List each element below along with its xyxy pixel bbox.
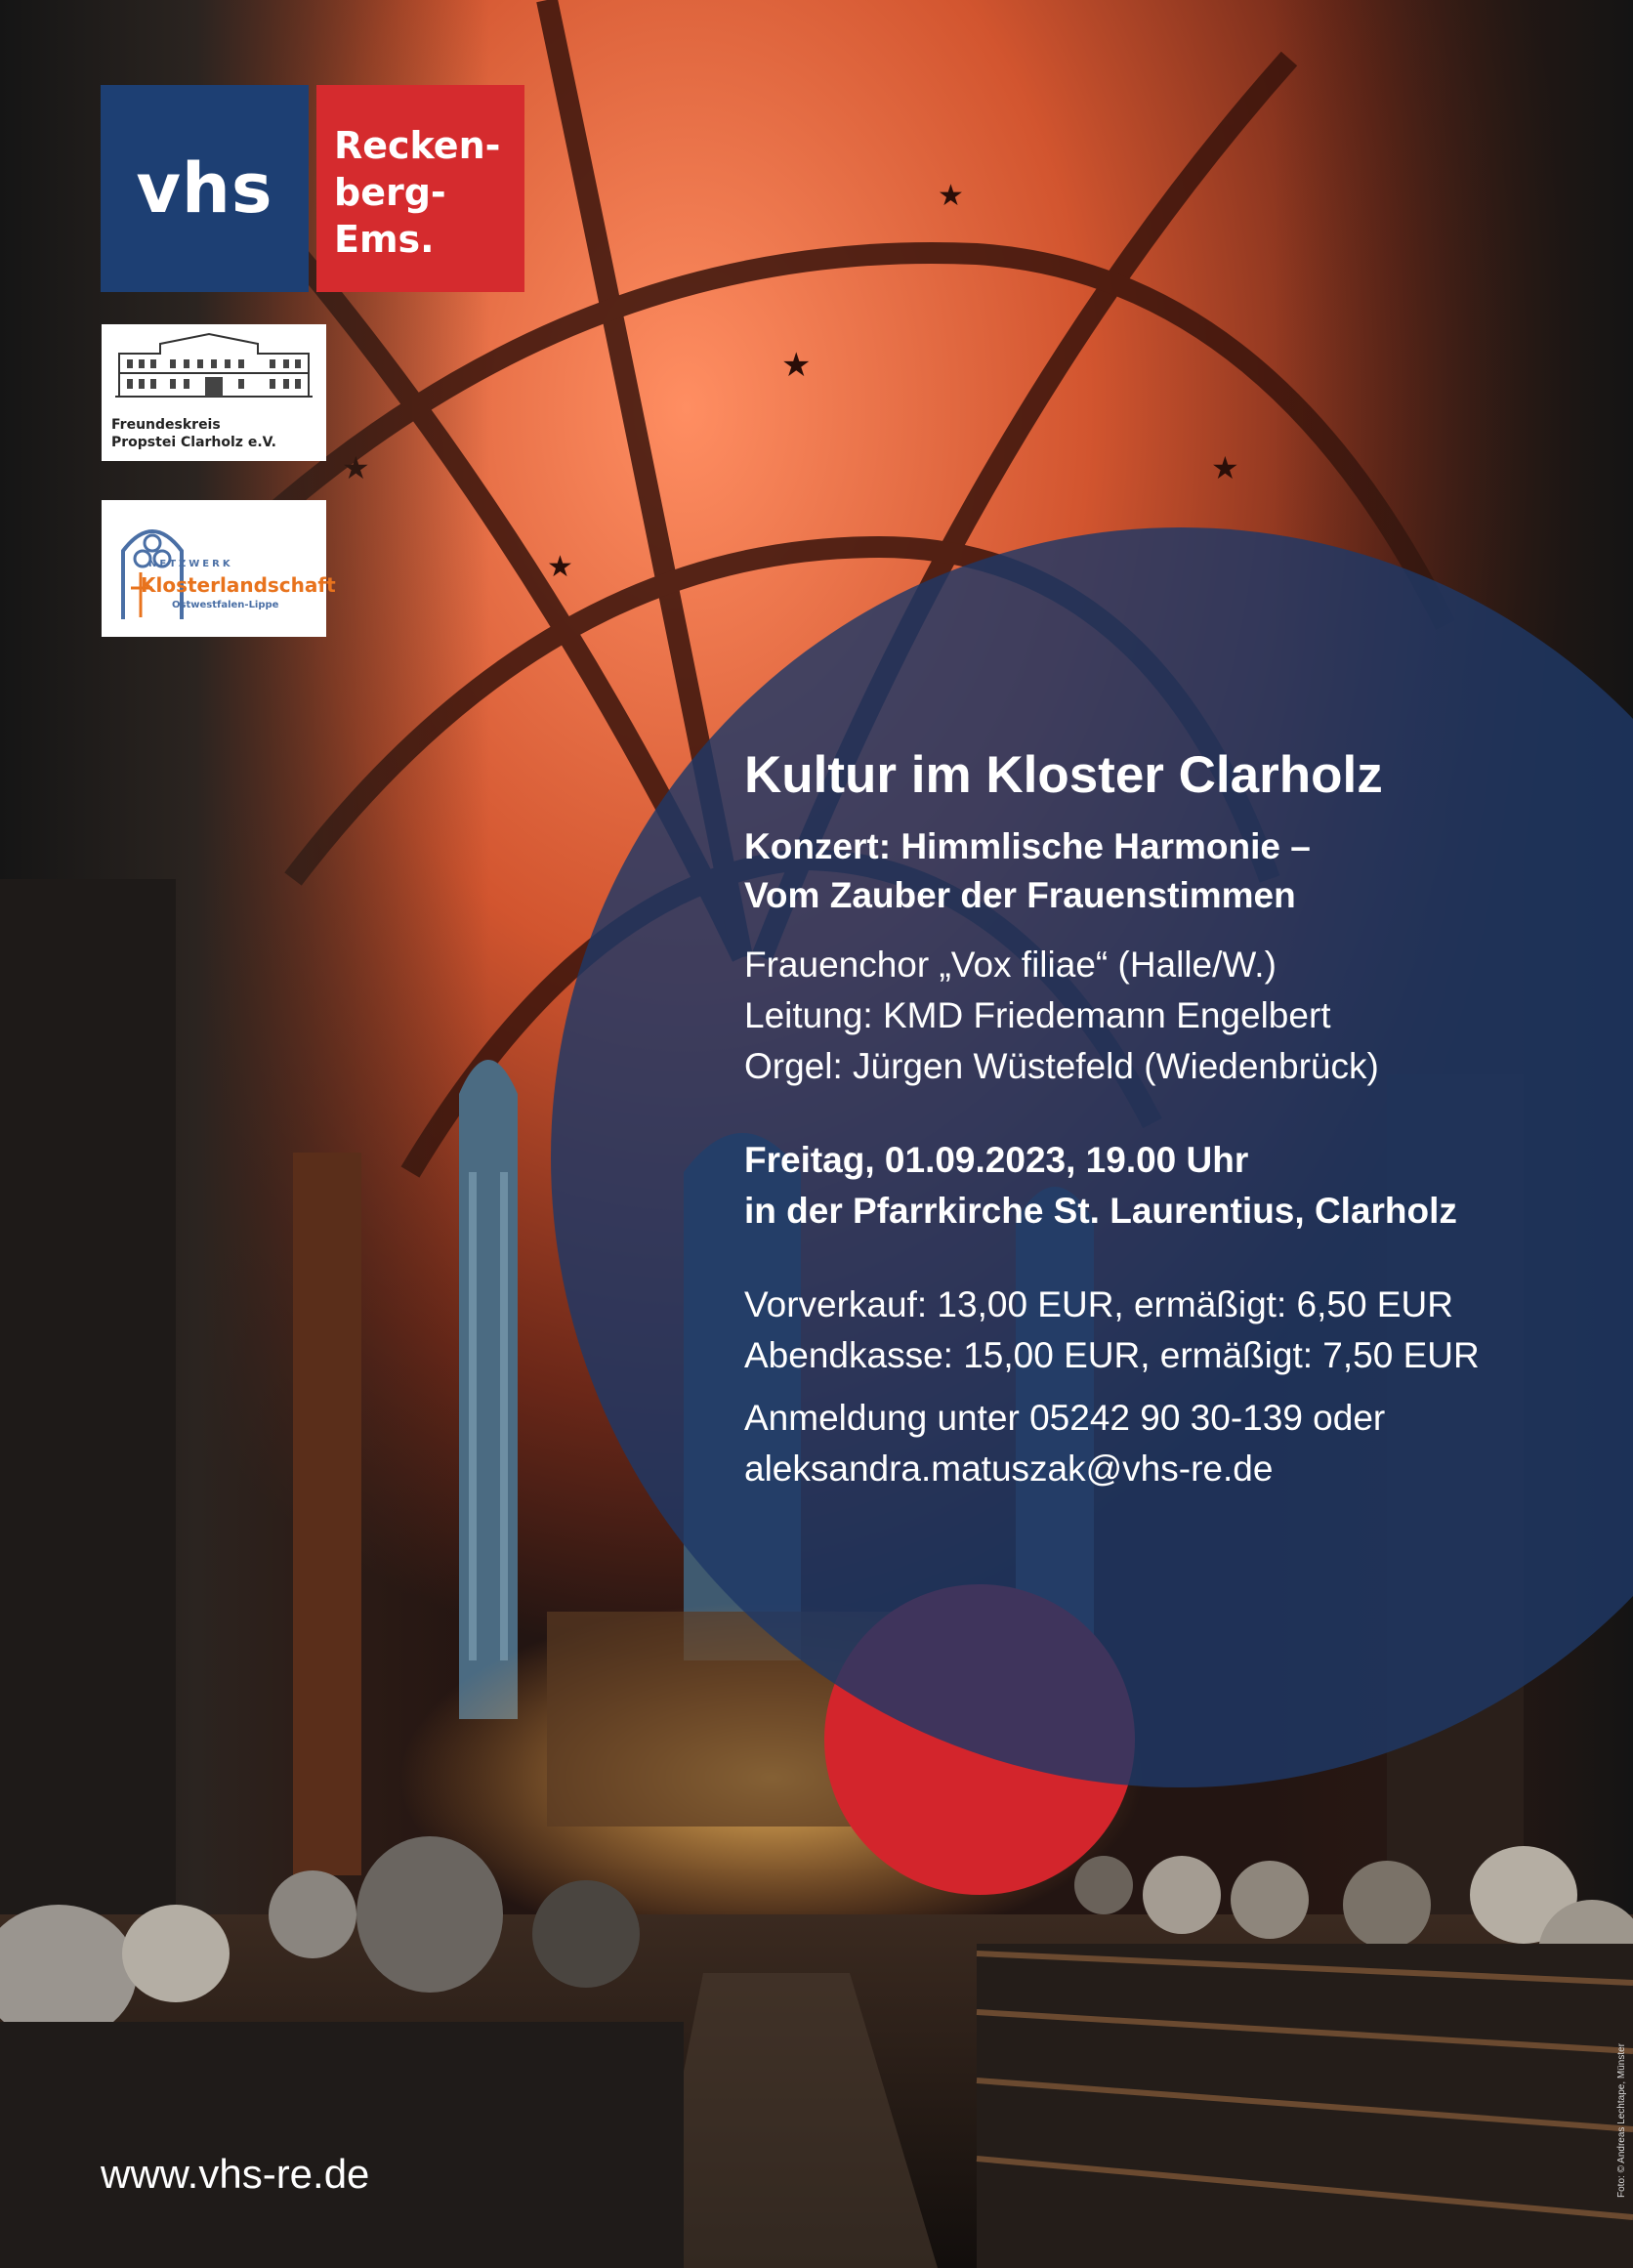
photo-credit: Foto: © Andreas Lechtape, Münster [1616, 2042, 1627, 2198]
ticket-prices [744, 1280, 1480, 1381]
presale-price: Vorverkauf: 13,00 EUR, ermäßigt: 6,50 EUR [744, 1284, 1453, 1324]
performer-line: Frauenchor „Vox filiae“ (Halle/W.) [744, 945, 1277, 985]
date-line: Freitag, 01.09.2023, 19.00 Uhr [744, 1140, 1249, 1180]
subtitle-line: Vom Zauber der Frauenstimmen [744, 875, 1296, 915]
event-subtitle [744, 822, 1480, 920]
registration-phone: Anmeldung unter 05242 90 30-139 oder [744, 1398, 1386, 1438]
netzwerk-klosterlandschaft-logo [102, 500, 336, 637]
website-link[interactable]: www.vhs-re.de [101, 2151, 370, 2197]
vhs-logo [101, 85, 524, 292]
freundeskreis-label [111, 416, 276, 451]
registration-info [744, 1393, 1480, 1494]
klosterlandschaft-label: Klosterlandschaft [141, 573, 336, 597]
performer-line: Leitung: KMD Friedemann Engelbert [744, 995, 1331, 1035]
freundeskreis-logo [102, 324, 326, 461]
vhs-logo-location [316, 85, 524, 292]
subtitle-line: Konzert: Himmlische Harmonie – [744, 826, 1311, 866]
netzwerk-label: NETZWERK [148, 559, 233, 569]
vhs-location-line: Ems. [334, 218, 435, 261]
freundeskreis-line: Propstei Clarholz e.V. [111, 435, 276, 450]
propstei-building-icon [102, 324, 326, 412]
performers [744, 940, 1480, 1092]
box-office-price: Abendkasse: 15,00 EUR, ermäßigt: 7,50 EUR [744, 1335, 1480, 1375]
freundeskreis-line: Freundeskreis [111, 417, 221, 433]
vhs-location-line: Recken- [334, 124, 501, 167]
performer-line: Orgel: Jürgen Wüstefeld (Wiedenbrück) [744, 1046, 1379, 1086]
vhs-logo-mark: vhs [101, 85, 309, 292]
event-info [744, 744, 1480, 1494]
cloister-window-icon [113, 512, 191, 629]
event-title: Kultur im Kloster Clarholz [744, 746, 1383, 804]
registration-email[interactable]: aleksandra.matuszak@vhs-re.de [744, 1449, 1274, 1489]
location-line: in der Pfarrkirche St. Laurentius, Clarholz [744, 1191, 1457, 1231]
region-label: Ostwestfalen-Lippe [172, 600, 279, 610]
event-date-location [744, 1135, 1480, 1237]
vhs-location-line: berg- [334, 171, 446, 214]
